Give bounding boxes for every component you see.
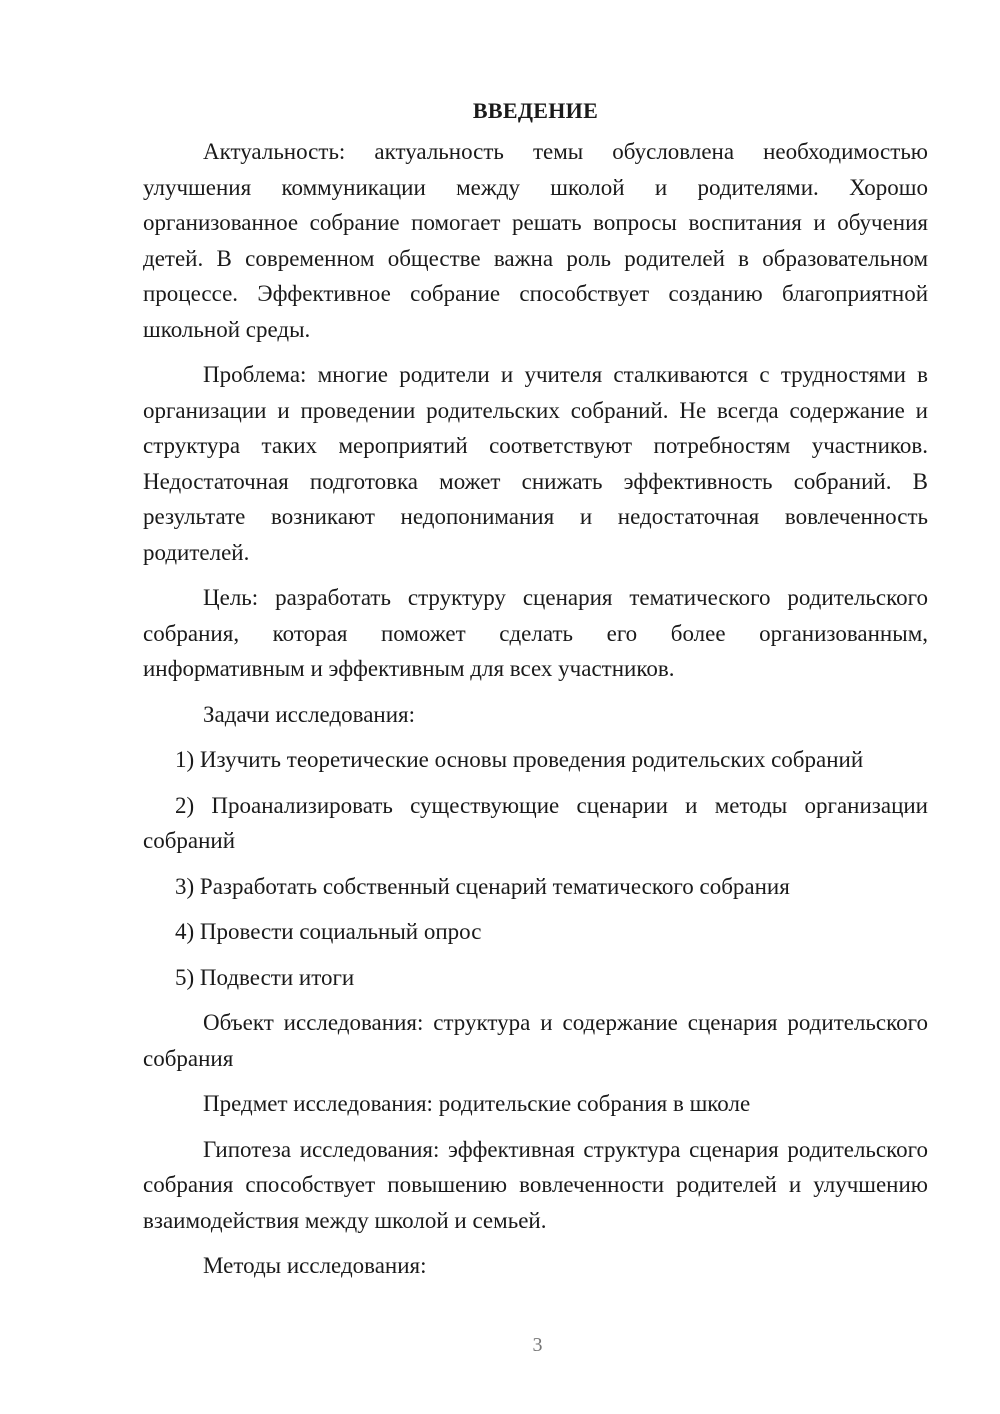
object-paragraph: Объект исследования: структура и содержание сценария родительского собрания bbox=[143, 1010, 928, 1071]
task-item: 4) Провести социальный опрос bbox=[175, 919, 482, 944]
task-item: 5) Подвести итоги bbox=[175, 964, 355, 990]
relevance-paragraph: Актуальность: актуальность темы обусловлена необходимостью улучшения коммуникации между школой и родителями. Хорошо организованное собрание помогает решать вопросы воспитания и обучения детей. В современном обществе важна роль родителей в образовательном процессе. Эффективное собрание способствует созданию благоприятной школьной среды. bbox=[143, 139, 928, 342]
task-item: 2) Проанализировать существующие сценарии и методы организации собраний bbox=[143, 792, 928, 853]
subject-paragraph: Предмет исследования: родительские собрания в школе bbox=[203, 1091, 751, 1116]
task-item: 3) Разработать собственный сценарий тематического собрания bbox=[175, 873, 790, 899]
hypothesis-paragraph: Гипотеза исследования: эффективная структура сценария родительского собрания способствует повышению вовлеченности родителей и улучшению взаимодействия между школой и семьей. bbox=[143, 1136, 928, 1233]
methods-heading: Методы исследования: bbox=[203, 1253, 427, 1278]
page-content bbox=[143, 96, 928, 1284]
problem-paragraph: Проблема: многие родители и учителя сталкиваются с трудностями в организации и проведении родительских собраний. Не всегда содержание и структура таких мероприятий соответствуют потребностям участников. Недостаточная подготовка может снижать эффективность собраний. В результате возникают недопонимания и недостаточная вовлеченность родителей. bbox=[143, 362, 928, 565]
page-number: 3 bbox=[532, 1334, 543, 1356]
page-title: ВВЕДЕНИЕ bbox=[472, 98, 599, 123]
tasks-heading: Задачи исследования: bbox=[203, 701, 416, 727]
goal-paragraph: Цель: разработать структуру сценария тематического родительского собрания, которая поможет сделать его более организованным, информативным и эффективным для всех участников. bbox=[143, 585, 928, 681]
task-item: 1) Изучить теоретические основы проведения родительских собраний bbox=[175, 747, 864, 772]
